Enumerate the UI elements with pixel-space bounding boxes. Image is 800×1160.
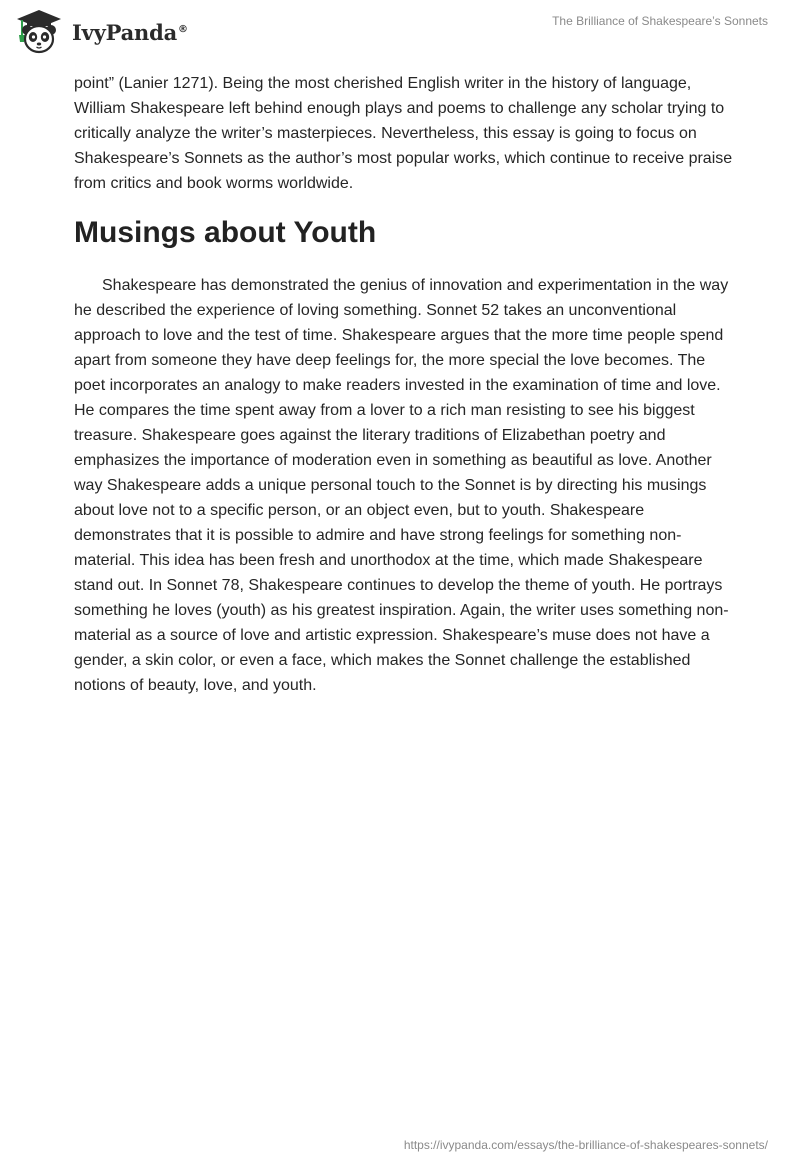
document-title: The Brilliance of Shakespeare’s Sonnets — [552, 14, 768, 28]
brand-name: IvyPanda® — [72, 19, 188, 45]
brand-logo[interactable] — [14, 8, 188, 54]
section-paragraph: Shakespeare has demonstrated the genius of innovation and experimentation in the way he described the experience of loving something. Sonnet 52 takes an unconventional approach to love and the test of time. Shakespeare argues that the more time people spend apart from someone they have deep feelings for, the more special the love becomes. The poet incorporates an analogy to make readers invested in the examination of time and love. He compares the time spent away from a lover to a rich man resisting to see his biggest treasure. Shakespeare goes against the literary traditions of Elizabethan poetry and emphasizes the importance of moderation even in something as beautiful as love. Another way Shakespeare adds a unique personal touch to the Sonnet is by directing his musings about love not to a specific person, or an object even, but to youth. Shakespeare demonstrates that it is possible to admire and have strong feelings for something non-material. This idea has been fresh and unorthodox at the time, which made Shakespeare stand out. In Sonnet 78, Shakespeare continues to develop the theme of youth. He portrays something he loves (youth) as his greatest inspiration. Again, the writer uses something non-material as a source of love and artistic expression. Shakespeare’s muse does not have a gender, a skin color, or even a face, which makes the Sonnet challenge the established notions of beauty, love, and youth. — [74, 277, 729, 694]
intro-paragraph: point” (Lanier 1271). Being the most cherished English writer in the history of language, William Shakespeare left behind enough plays and poems to challenge any scholar trying to critically analyze the writer’s masterpieces. Nevertheless, this essay is going to focus on Shakespeare’s Sonnets as the author’s most popular works, which continue to receive praise from critics and book worms worldwide. — [74, 75, 733, 192]
page-header — [0, 0, 800, 60]
footer-source-url[interactable]: https://ivypanda.com/essays/the-brilliance-of-shakespeares-sonnets/ — [403, 1138, 768, 1152]
panda-graduation-cap-icon — [14, 8, 64, 54]
section-heading: Musings about Youth — [74, 216, 377, 249]
essay-content — [74, 71, 734, 698]
registered-mark: ® — [178, 23, 188, 35]
